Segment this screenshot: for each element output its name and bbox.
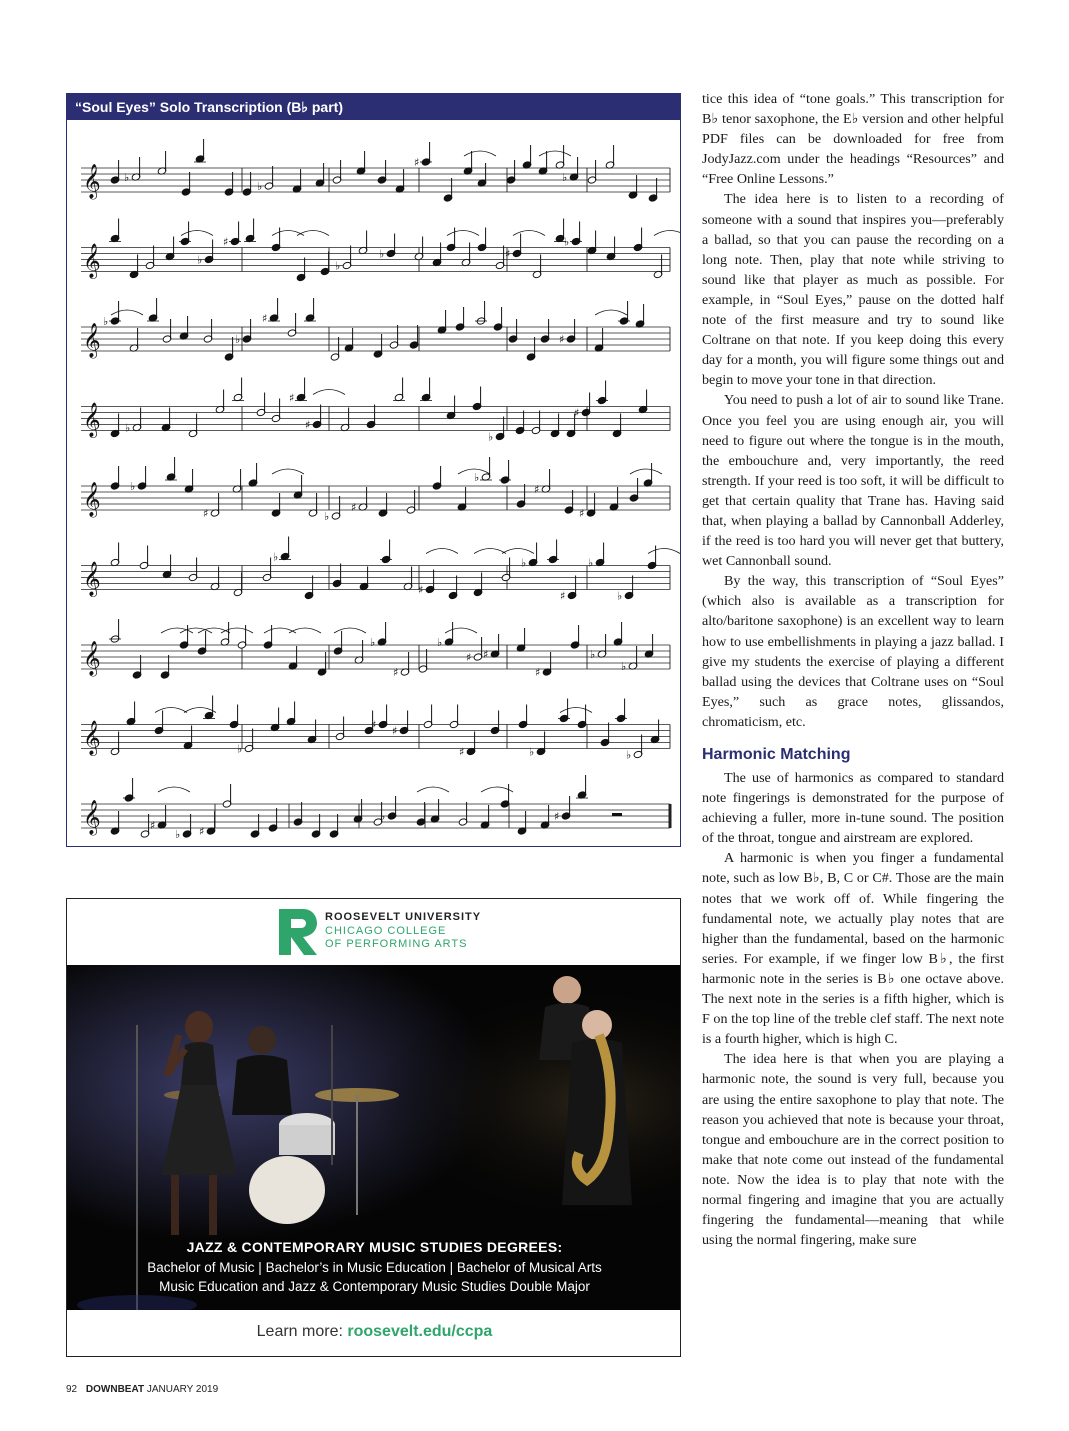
sharp-icon: ♯ xyxy=(414,156,420,169)
sharp-icon: ♯ xyxy=(223,235,229,249)
slur xyxy=(289,628,321,633)
treble-clef-icon: 𝄞 xyxy=(83,482,101,517)
flat-icon: ♭ xyxy=(521,556,527,570)
sharp-icon: ♯ xyxy=(262,312,268,325)
sharp-icon: ♭ xyxy=(588,556,594,570)
slur xyxy=(221,628,253,633)
flat-icon: ♭ xyxy=(529,745,535,759)
flat-icon: ♯ xyxy=(560,589,566,603)
ad-performance-photo xyxy=(67,965,681,1310)
staff-system xyxy=(81,566,670,590)
flat-icon: ♭ xyxy=(103,315,109,328)
music-notation xyxy=(67,120,680,846)
sharp-icon: ♭ xyxy=(335,259,341,273)
slur xyxy=(447,231,479,236)
slur xyxy=(630,469,662,474)
ad-double-major: Music Education and Jazz & Contemporary Music Studies Double Major xyxy=(159,1279,590,1294)
roosevelt-advertisement xyxy=(66,898,681,1357)
staff-system xyxy=(81,168,670,192)
slur xyxy=(181,231,213,236)
ad-university-name: ROOSEVELT UNIVERSITY xyxy=(325,911,482,923)
slur xyxy=(334,628,366,633)
flat-icon: ♭ xyxy=(324,510,330,523)
concert-photo-illustration xyxy=(67,965,681,1310)
ad-learn-more xyxy=(67,1323,681,1341)
slur xyxy=(474,549,506,554)
flat-icon: ♯ xyxy=(535,666,541,679)
sharp-icon: ♭ xyxy=(617,589,623,603)
sharp-icon: ♯ xyxy=(554,810,560,823)
flat-icon: ♯ xyxy=(199,825,205,838)
treble-clef-icon: 𝄞 xyxy=(83,402,101,438)
treble-clef-icon: 𝄞 xyxy=(83,720,101,756)
slur xyxy=(445,628,477,633)
sharp-icon: ♯ xyxy=(483,648,489,661)
sharp-icon: ♭ xyxy=(124,171,130,184)
sharp-icon: ♯ xyxy=(534,483,540,496)
flat-icon: ♯ xyxy=(392,724,398,738)
slur xyxy=(161,628,193,633)
ad-college-line-2: OF PERFORMING ARTS xyxy=(325,938,468,950)
flat-icon: ♯ xyxy=(505,247,511,261)
slur xyxy=(297,231,329,236)
sharp-icon: ♯ xyxy=(459,745,465,759)
issue-date: JANUARY 2019 xyxy=(146,1384,219,1395)
slur xyxy=(654,231,680,236)
sharp-icon: ♯ xyxy=(305,418,311,432)
sharp-icon: ♭ xyxy=(125,421,131,435)
treble-clef-icon: 𝄞 xyxy=(83,641,101,676)
sharp-icon: ♭ xyxy=(273,550,279,564)
flat-icon: ♭ xyxy=(130,480,136,493)
flat-icon: ♭ xyxy=(590,648,596,661)
flat-icon: ♭ xyxy=(175,828,181,841)
roosevelt-logo-icon xyxy=(277,907,319,957)
section-heading: Harmonic Matching xyxy=(702,746,851,763)
slur xyxy=(464,151,496,156)
slur xyxy=(417,787,449,792)
flat-icon: ♭ xyxy=(237,742,243,756)
treble-clef-icon: 𝄞 xyxy=(83,800,101,835)
page-number: 92 xyxy=(66,1384,78,1395)
treble-clef-icon: 𝄞 xyxy=(83,243,101,279)
transcription-box xyxy=(66,93,681,847)
flat-icon: ♯ xyxy=(579,507,585,520)
ad-degrees-heading: JAZZ & CONTEMPORARY MUSIC STUDIES DEGREES: xyxy=(186,1239,563,1255)
page-footer xyxy=(66,1384,218,1395)
flat-icon: ♯ xyxy=(574,406,580,420)
article-paragraph: tice this idea of “tone goals.” This transcription for B♭ tenor saxophone, the E♭ version and other helpful PDF files can be downloaded for free from JodyJazz.com under the headings “Resources” and “Free Online Lessons.” xyxy=(702,91,1004,188)
sharp-icon: ♯ xyxy=(371,718,377,732)
slur xyxy=(502,549,534,554)
slur xyxy=(272,231,304,236)
slur xyxy=(648,549,680,554)
half-rest-icon xyxy=(612,813,622,816)
sharp-icon: ♭ xyxy=(564,235,570,249)
ad-url-link[interactable]: roosevelt.edu/ccpa xyxy=(347,1323,493,1340)
article-paragraph: The idea here is that when you are playing a harmonic note, the sound is very full, because you are using the entire saxophone to play that note. The reason you achieved that note is because your throat, tongue and embouchure are in the correct position to make that note come out instead of the fundamental note. Now the idea is to play that note with the normal fingering and imagine that you are actually fingering the fundamental—meaning that while using the normal fingering, make sure xyxy=(702,1051,1004,1249)
slur xyxy=(272,469,304,474)
flat-icon: ♯ xyxy=(351,501,357,514)
slur xyxy=(513,231,545,236)
sharp-icon: ♭ xyxy=(235,333,241,346)
flat-icon: ♭ xyxy=(621,660,627,673)
article-paragraph: You need to push a lot of air to sound like Trane. Once you feel you are using enough air, you will need to figure out where the tongue is in the mouth, the embouchure and, very importantly, the reed strength. If your reed is too soft, it will be difficult to get that certain quality that Trane has. Having said that, when playing a ballad by Cannonball Adderley, if the reed is too hard you will never get that buttery, wet Cannonball sound. xyxy=(702,392,1004,570)
slur xyxy=(426,549,458,554)
slur xyxy=(595,310,627,315)
treble-clef-icon: 𝄞 xyxy=(83,561,101,597)
flat-icon: ♯ xyxy=(559,333,565,346)
flat-icon: ♭ xyxy=(379,247,385,261)
sharp-icon: ♭ xyxy=(626,748,632,762)
slur xyxy=(313,390,345,395)
sharp-icon: ♭ xyxy=(380,810,386,823)
slur xyxy=(560,708,592,713)
flat-icon: ♭ xyxy=(257,180,263,193)
flat-icon: ♯ xyxy=(418,583,424,597)
sharp-icon: ♯ xyxy=(203,507,209,520)
article-paragraph: By the way, this transcription of “Soul Eyes” (which also is available as a transcription for alto/baritone saxophone) is an excellent way to learn how to use embellishments in playing a jazz ballad. I give my students the exercise of playing a different ballad using the devices that Coltrane uses on “Soul Eyes,” such as grace notes, glissandos, chromaticism, etc. xyxy=(702,573,1004,730)
slur xyxy=(539,151,571,156)
ad-learn-more-label: Learn more: xyxy=(256,1323,348,1340)
sharp-icon: ♯ xyxy=(289,391,295,405)
article-paragraph: The use of harmonics as compared to standard note fingerings is demonstrated for the purpose of achieving a fuller, more in-tune sound. The position of the throat, tongue and airstream are explored. xyxy=(702,770,1004,847)
article-paragraph: The idea here is to listen to a recording of someone with a sound that inspires you—preferably a ballad, so that you can pause the recording on a long note. Then, play that note while striving to sound like that player as much as possible. For example, in “Soul Eyes,” pause on the dotted half note of the first measure and try to sound like Coltrane on that note. If you keep doing this every day for a month, you will figure some things out and begin to move your tone in that direction. xyxy=(702,191,1004,389)
flat-icon: ♭ xyxy=(562,171,568,184)
flat-icon: ♭ xyxy=(488,430,494,444)
slur xyxy=(155,708,187,713)
slur xyxy=(158,787,190,792)
sharp-icon: ♯ xyxy=(466,651,472,664)
ad-degrees-list: Bachelor of Music | Bachelor’s in Music Education | Bachelor of Musical Arts xyxy=(147,1260,602,1275)
treble-clef-icon: 𝄞 xyxy=(83,323,101,358)
treble-clef-icon: 𝄞 xyxy=(83,164,101,199)
magazine-name: DOWNBEAT xyxy=(85,1384,145,1395)
sharp-icon: ♯ xyxy=(150,819,156,832)
staff-system xyxy=(81,645,670,669)
flat-icon: ♭ xyxy=(437,636,443,649)
transcription-title: “Soul Eyes” Solo Transcription (B♭ part) xyxy=(67,94,680,120)
ad-college-line-1: CHICAGO COLLEGE xyxy=(325,925,447,937)
flat-icon: ♭ xyxy=(197,253,203,267)
slur xyxy=(184,708,216,713)
slur xyxy=(111,310,143,315)
ad-logo-area xyxy=(67,899,680,965)
article-paragraph: A harmonic is when you finger a fundamental note, such as low B♭, B, C or C#. Those are the main notes that we work off of. While fingering the fundamental note, we actually play notes that are higher than the fundamental, based on the harmonic series. For example, if we finger low B♭, the first harmonic note in the series is B♭ one octave above. The next note in the series is a fifth higher, which is F on the top line of the treble clef staff. The next note is a fourth higher, which is high C. xyxy=(702,850,1004,1048)
flat-icon: ♭ xyxy=(474,471,480,484)
flat-icon: ♯ xyxy=(393,666,399,679)
flat-icon: ♭ xyxy=(370,636,376,649)
slur xyxy=(264,628,296,633)
article-column xyxy=(702,89,1004,1250)
